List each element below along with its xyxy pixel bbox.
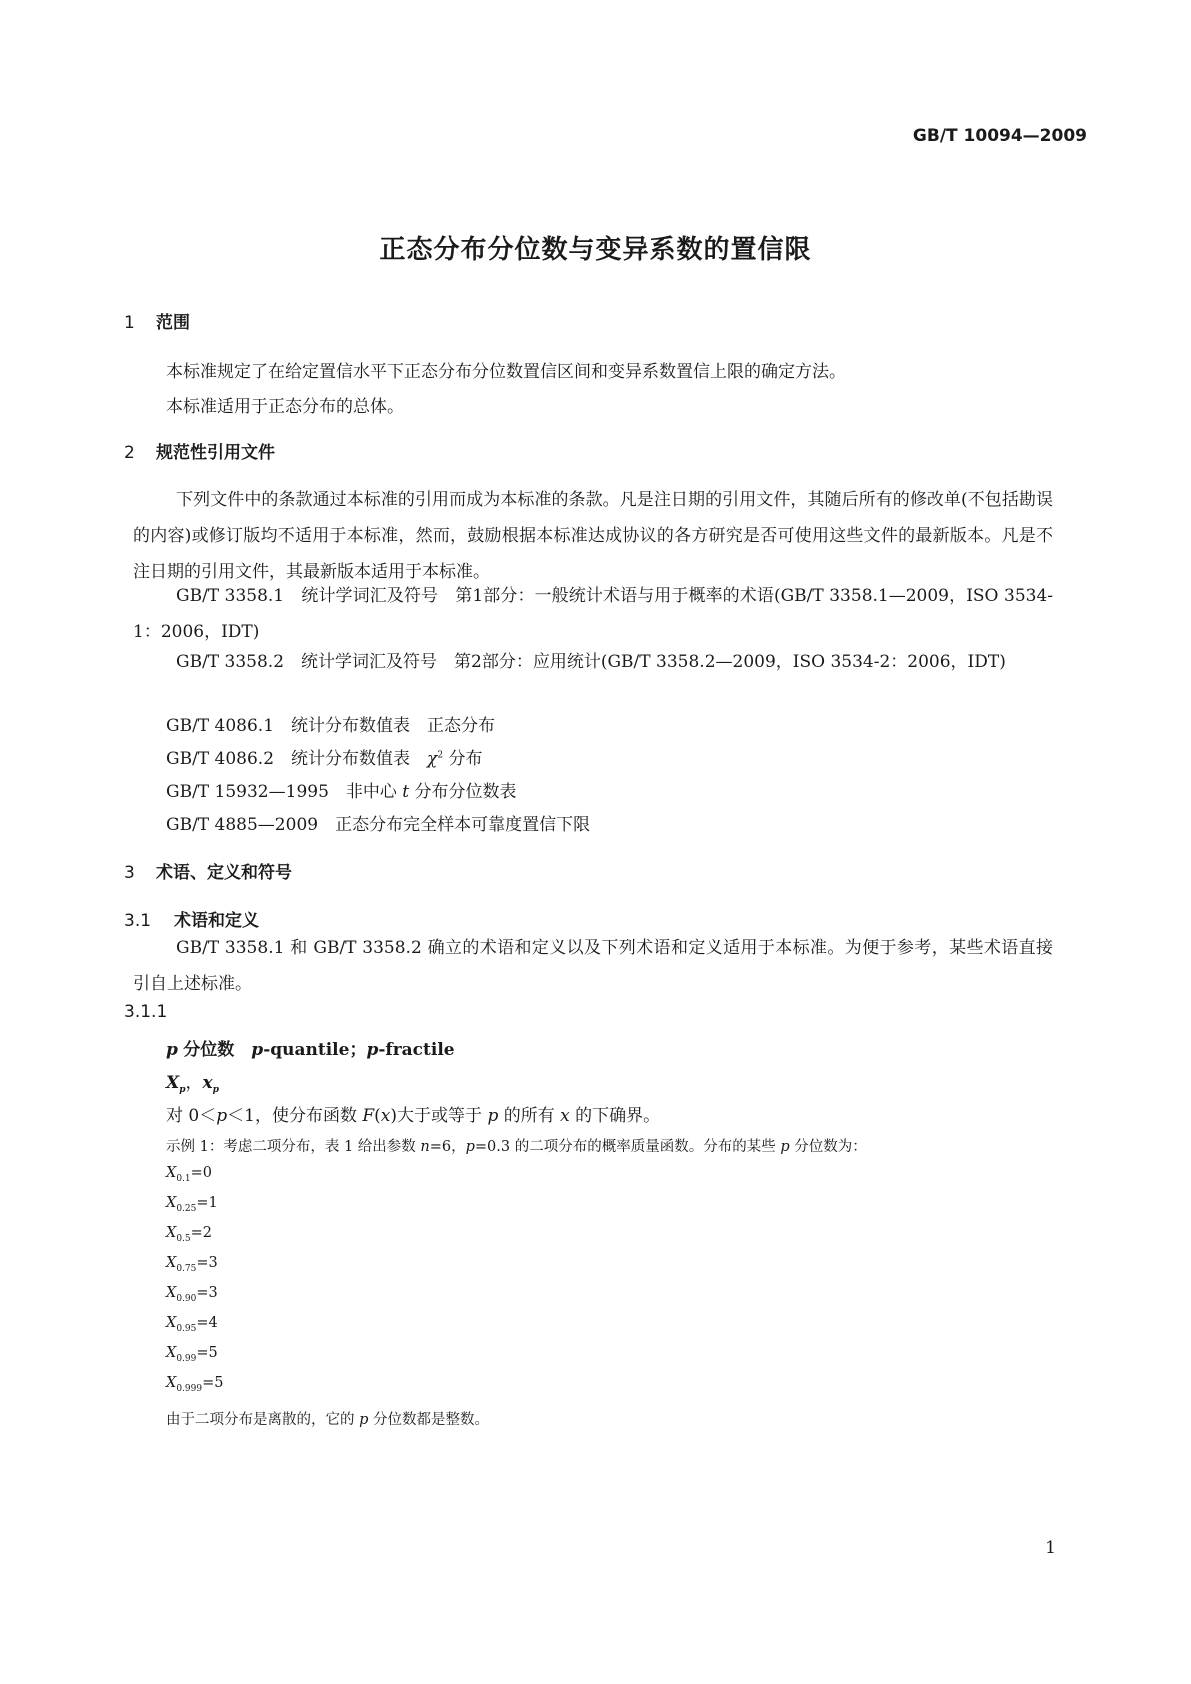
reference-code: GB/T 3358.1 <box>176 586 285 606</box>
example-text: 示例 1：考虑二项分布，表 1 给出参数 <box>166 1139 416 1155</box>
math-var: x <box>380 1106 391 1126</box>
symbol-x: x <box>202 1073 213 1093</box>
quantile-value: =5 <box>196 1345 218 1361</box>
quantile-value: =2 <box>190 1225 213 1241</box>
quantile-item <box>166 1165 212 1184</box>
chi-symbol: χ <box>427 749 438 769</box>
reference-title: 非中心 <box>345 782 397 802</box>
subscript: p <box>212 1085 219 1095</box>
subscript: 0.999 <box>176 1384 203 1394</box>
quantile-item <box>166 1285 218 1304</box>
paragraph <box>133 930 1053 1002</box>
reference-item <box>166 744 482 769</box>
term-symbol: p <box>166 1040 178 1060</box>
math-var: X <box>166 1315 177 1331</box>
quantile-item <box>166 1255 218 1274</box>
subscript: 0.99 <box>176 1354 197 1364</box>
example-text: 分位数都是整数。 <box>373 1412 490 1428</box>
subscript: 0.1 <box>176 1174 191 1184</box>
section-title: 术语和定义 <box>174 911 259 931</box>
math-var: n <box>420 1139 430 1155</box>
quantile-value: =1 <box>196 1195 218 1211</box>
quantile-value: =4 <box>196 1315 218 1331</box>
quantile-item <box>166 1225 212 1244</box>
quantile-value: =5 <box>202 1375 224 1391</box>
quantile-item <box>166 1195 218 1214</box>
reference-title: 分布 <box>448 749 483 769</box>
reference-item <box>166 777 517 802</box>
math-var: p <box>359 1412 369 1428</box>
math-var: X <box>166 1195 177 1211</box>
symbol-line <box>166 1068 219 1095</box>
section-number: 3.1 <box>124 911 152 931</box>
subscript: 0.90 <box>176 1294 197 1304</box>
math-var: X <box>166 1225 177 1241</box>
definition-text: ＜1，使分布函数 <box>227 1106 357 1126</box>
example-text: =6， <box>429 1139 466 1155</box>
term-symbol: p <box>251 1040 264 1060</box>
math-var: p <box>465 1139 475 1155</box>
reference-title: 统计分布数值表 <box>291 749 411 769</box>
term-english: -quantile； <box>263 1040 367 1060</box>
standard-number: GB/T 10094—2009 <box>912 126 1087 146</box>
section-2-heading <box>124 438 275 463</box>
section-title: 规范性引用文件 <box>156 443 275 463</box>
term-chinese: 分位数 <box>183 1040 235 1060</box>
t-symbol: t <box>402 782 410 802</box>
term-symbol: p <box>366 1040 379 1060</box>
term-line <box>166 1035 455 1060</box>
section-number: 2 <box>124 443 135 463</box>
reference-item <box>133 578 1053 650</box>
reference-code: GB/T 4885—2009 <box>166 815 319 835</box>
symbol-X: X <box>166 1073 180 1093</box>
example-1 <box>166 1135 867 1156</box>
example-closing <box>166 1408 489 1429</box>
quantile-item <box>166 1315 218 1334</box>
definition-text: )大于或等于 <box>390 1106 483 1126</box>
section-title: 术语、定义和符号 <box>156 863 292 883</box>
separator: ， <box>185 1073 203 1093</box>
definition-text: 对 0＜ <box>166 1106 217 1126</box>
reference-item <box>133 644 1053 680</box>
reference-item <box>166 810 590 835</box>
example-text: =0.3 的二项分布的概率质量函数。分布的某些 <box>474 1139 776 1155</box>
subscript: 0.25 <box>176 1204 197 1214</box>
math-var: x <box>560 1106 570 1126</box>
term-english: -fractile <box>378 1040 455 1060</box>
math-var: X <box>166 1255 177 1271</box>
subscript: 0.95 <box>176 1324 197 1334</box>
example-text: 分位数为： <box>794 1139 867 1155</box>
page-number: 1 <box>1045 1538 1056 1558</box>
reference-title: 统计学词汇及符号 第2部分：应用统计(GB/T 3358.2—2009，ISO 3534-2：2006，IDT) <box>301 652 1006 672</box>
math-var: X <box>166 1375 177 1391</box>
reference-title: 正态分布完全样本可靠度置信下限 <box>335 815 591 835</box>
subscript: 0.5 <box>176 1234 191 1244</box>
section-3-heading <box>124 858 292 883</box>
quantile-value: =0 <box>190 1165 213 1181</box>
definition <box>166 1101 660 1126</box>
paragraph <box>133 482 1053 590</box>
math-var: X <box>166 1345 177 1361</box>
definition-text: 的所有 <box>503 1106 555 1126</box>
quantile-item <box>166 1345 218 1364</box>
math-var: p <box>216 1106 228 1126</box>
math-var: p <box>487 1106 499 1126</box>
reference-item <box>166 711 495 736</box>
section-1-heading <box>124 308 190 333</box>
paragraph: 本标准规定了在给定置信水平下正态分布分位数置信区间和变异系数置信上限的确定方法。 <box>166 362 846 382</box>
clause-3-1-1-number: 3.1.1 <box>124 1002 168 1022</box>
paragraph-text: GB/T 3358.1 和 GB/T 3358.2 确立的术语和定义以及下列术语和定义适用于本标准。为便于参考，某些术语直接引自上述标准。 <box>133 938 1053 994</box>
quantile-value: =3 <box>196 1255 218 1271</box>
quantile-item <box>166 1375 223 1394</box>
definition-text: ( <box>374 1106 381 1126</box>
reference-title: 统计学词汇及符号 第1部分：一般统计术语与用于概率的术语(GB/T 3358.1—2009，ISO 3534-1：2006，IDT) <box>133 586 1054 642</box>
subscript: 0.75 <box>176 1264 197 1274</box>
math-var: p <box>780 1139 790 1155</box>
reference-title: 分布分位数表 <box>414 782 517 802</box>
reference-code: GB/T 3358.2 <box>176 652 285 672</box>
definition-text: 的下确界。 <box>575 1106 661 1126</box>
subscript: p <box>179 1085 186 1095</box>
reference-code: GB/T 4086.2 <box>166 749 275 769</box>
math-var: X <box>166 1165 177 1181</box>
document-title: 正态分布分位数与变异系数的置信限 <box>379 235 812 265</box>
paragraph-text: 下列文件中的条款通过本标准的引用而成为本标准的条款。凡是注日期的引用文件，其随后所有的修改单(不包括勘误的内容)或修订版均不适用于本标准，然而，鼓励根据本标准达成协议的各方研究是否可使用这些文件的最新版本。凡是不注日期的引用文件，其最新版本适用于本标准。 <box>133 490 1053 582</box>
example-text: 由于二项分布是离散的，它的 <box>166 1412 355 1428</box>
reference-title: 统计分布数值表 正态分布 <box>291 716 496 736</box>
reference-code: GB/T 15932—1995 <box>166 782 329 802</box>
math-var: X <box>166 1285 177 1301</box>
section-number: 3 <box>124 863 135 883</box>
paragraph: 本标准适用于正态分布的总体。 <box>166 397 404 417</box>
reference-code: GB/T 4086.1 <box>166 716 275 736</box>
math-var: F <box>362 1106 375 1126</box>
superscript: 2 <box>437 750 444 761</box>
section-number: 1 <box>124 313 135 333</box>
quantile-value: =3 <box>196 1285 218 1301</box>
subsection-3-1-heading <box>124 906 259 931</box>
section-title: 范围 <box>156 313 190 333</box>
